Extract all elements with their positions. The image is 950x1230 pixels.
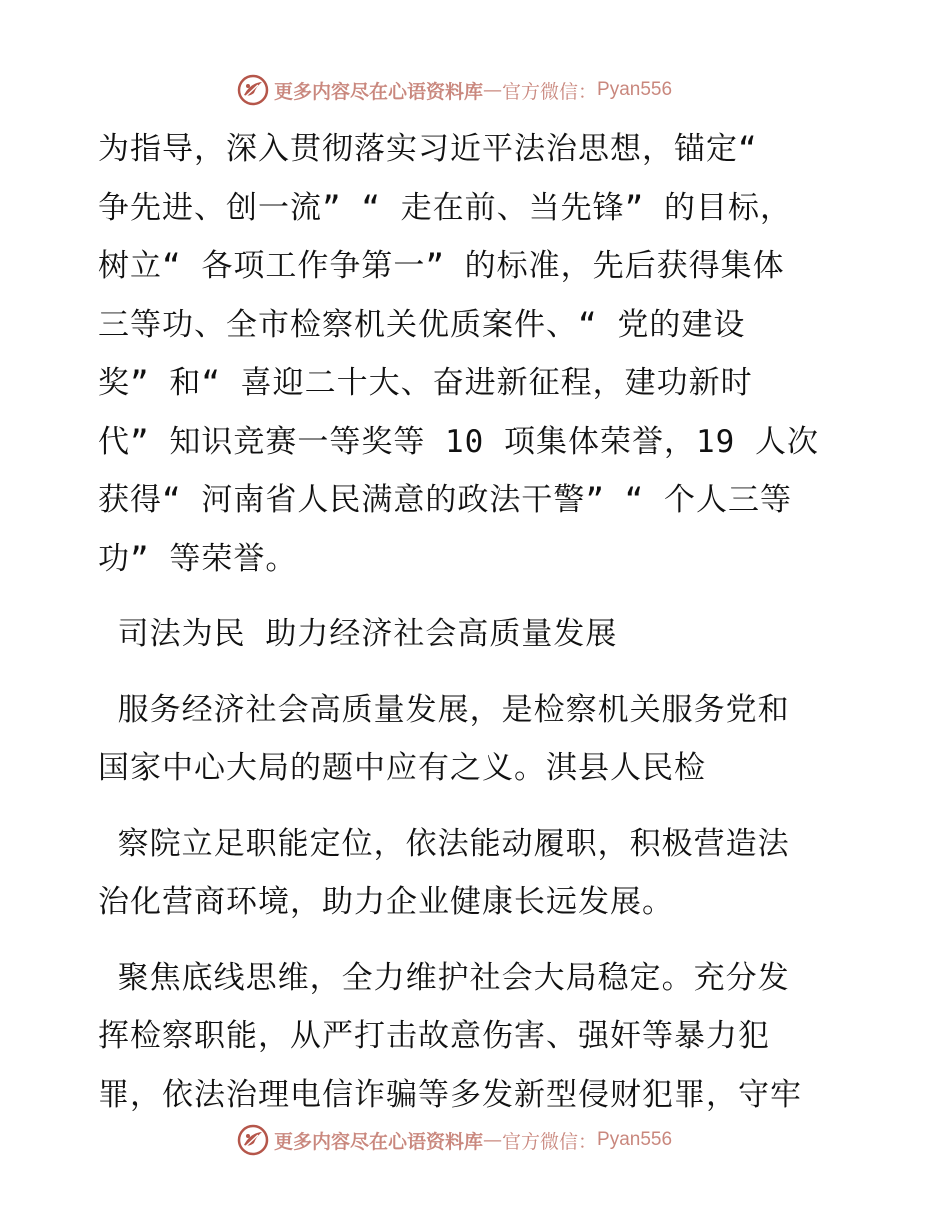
pen-logo-icon <box>236 1123 270 1157</box>
section-heading <box>98 605 858 664</box>
banner-title: 更多内容尽在心语资料库 <box>274 1130 484 1153</box>
pen-logo-icon <box>236 73 270 107</box>
text-line: 治化营商环境，助力企业健康长远发展。 <box>98 884 674 920</box>
banner-wechat-id: Pyan556 <box>597 1129 673 1150</box>
text-line: 挥检察职能，从严打击故意伤害、强奸等暴力犯 <box>98 1018 770 1054</box>
text-line: 功” 等荣誉。 <box>98 540 298 577</box>
text-line: 服务经济社会高质量发展，是检察机关服务党和 <box>98 691 790 728</box>
banner-contact-label: 官方微信： <box>502 80 598 103</box>
banner-separator: — <box>483 79 503 101</box>
heading-line: 司法为民 助力经济社会高质量发展 <box>98 616 618 652</box>
paragraph <box>98 120 858 588</box>
banner-wechat-id: Pyan556 <box>597 79 673 100</box>
paragraph <box>98 681 858 798</box>
document-body <box>98 120 858 1124</box>
text-line: 争先进、创一流” “ 走在前、当先锋” 的目标， <box>98 189 792 226</box>
banner-separator: — <box>483 1129 503 1151</box>
footer-banner <box>236 1122 672 1158</box>
text-line: 察院立足职能定位，依法能动履职，积极营造法 <box>98 825 790 862</box>
text-line: 聚焦底线思维，全力维护社会大局稳定。充分发 <box>98 959 790 996</box>
text-line: 三等功、全市检察机关优质案件、“ 党的建设 <box>98 306 746 343</box>
paragraph <box>98 815 858 932</box>
banner-title: 更多内容尽在心语资料库 <box>274 80 484 103</box>
text-line: 树立“ 各项工作争第一” 的标准，先后获得集体 <box>98 248 785 284</box>
banner-contact-label: 官方微信： <box>502 1130 598 1153</box>
header-banner <box>236 72 672 108</box>
text-line: 获得“ 河南省人民满意的政法干警” “ 个人三等 <box>98 482 792 518</box>
text-line: 罪，依法治理电信诈骗等多发新型侵财犯罪，守牢 <box>98 1076 802 1113</box>
text-line: 奖” 和“ 喜迎二十大、奋进新征程，建功新时 <box>98 365 753 401</box>
paragraph <box>98 949 858 1125</box>
text-line: 为指导，深入贯彻落实习近平法治思想，锚定“ <box>98 131 758 167</box>
text-line: 国家中心大局的题中应有之义。淇县人民检 <box>98 750 706 786</box>
text-line: 代” 知识竞赛一等奖等 10 项集体荣誉，19 人次 <box>98 423 819 460</box>
